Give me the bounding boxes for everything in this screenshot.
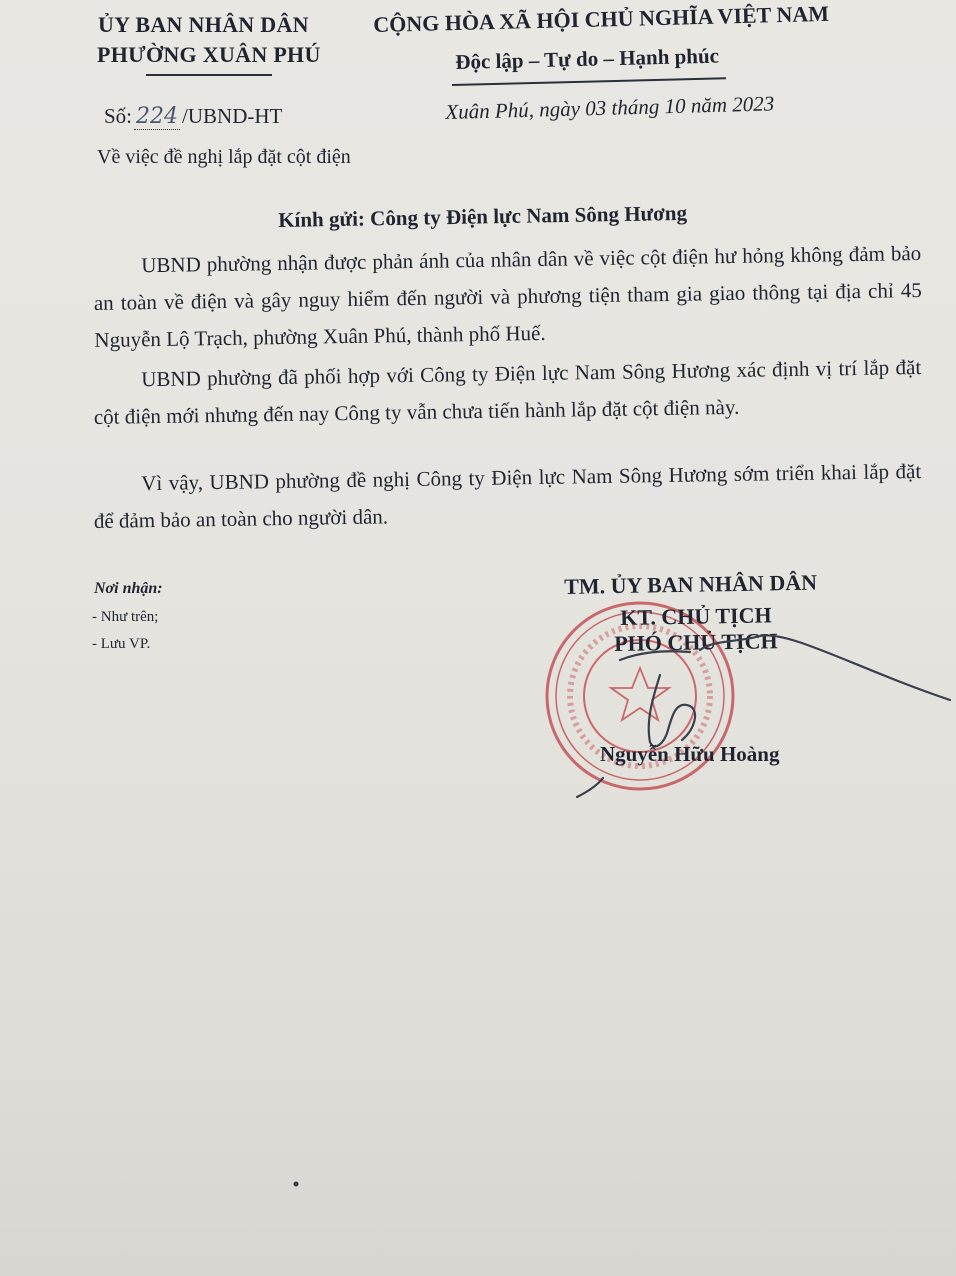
document-subject: Về việc đề nghị lắp đặt cột điện <box>97 146 351 168</box>
doc-number-handwritten: 224 <box>136 104 179 129</box>
signer-name: Nguyễn Hữu Hoàng <box>600 742 780 766</box>
signature-authority-line3: PHÓ CHỦ TỊCH <box>614 628 778 656</box>
doc-number-prefix: Số: <box>104 104 133 128</box>
recipients-item: - Lưu VP. <box>92 636 151 652</box>
nation-title: CỘNG HÒA XÃ HỘI CHỦ NGHĨA VIỆT NAM <box>373 0 830 37</box>
motto: Độc lập – Tự do – Hạnh phúc <box>455 43 720 74</box>
recipients-item: - Như trên; <box>92 609 159 625</box>
body-paragraph-1: UBND phường nhận được phản ánh của nhân dân về việc cột điện hư hỏng không đảm bảo an toàn về điện và gây nguy hiểm đến người và phương tiện tham gia giao thông tại địa chỉ 45 Nguyễn Lộ Trạch, phường Xuân Phú, thành phố Huế. <box>93 240 922 352</box>
signature-authority-line1: TM. ỦY BAN NHÂN DÂN <box>564 569 818 599</box>
issuing-org-line2: PHƯỜNG XUÂN PHÚ <box>97 42 321 67</box>
body-paragraph-2: UBND phường đã phối hợp với Công ty Điện lực Nam Sông Hương xác định vị trí lắp đặt cột điện mới nhưng đến nay Công ty vẫn chưa tiến hành lắp đặt cột điện này. <box>93 354 922 429</box>
signature-authority-line2: KT. CHỦ TỊCH <box>620 602 772 630</box>
doc-number-suffix: /UBND-HT <box>182 104 283 128</box>
date-line: Xuân Phú, ngày 03 tháng 10 năm 2023 <box>445 91 775 124</box>
issuing-org-line1: ỦY BAN NHÂN DÂN <box>98 12 309 37</box>
recipient-line: Kính gửi: Công ty Điện lực Nam Sông Hương <box>278 200 688 232</box>
recipients-title: Nơi nhận: <box>94 580 163 597</box>
body-paragraph-3: Vì vậy, UBND phường đề nghị Công ty Điện lực Nam Sông Hương sớm triển khai lắp đặt để đảm bảo an toàn cho người dân. <box>93 458 922 533</box>
